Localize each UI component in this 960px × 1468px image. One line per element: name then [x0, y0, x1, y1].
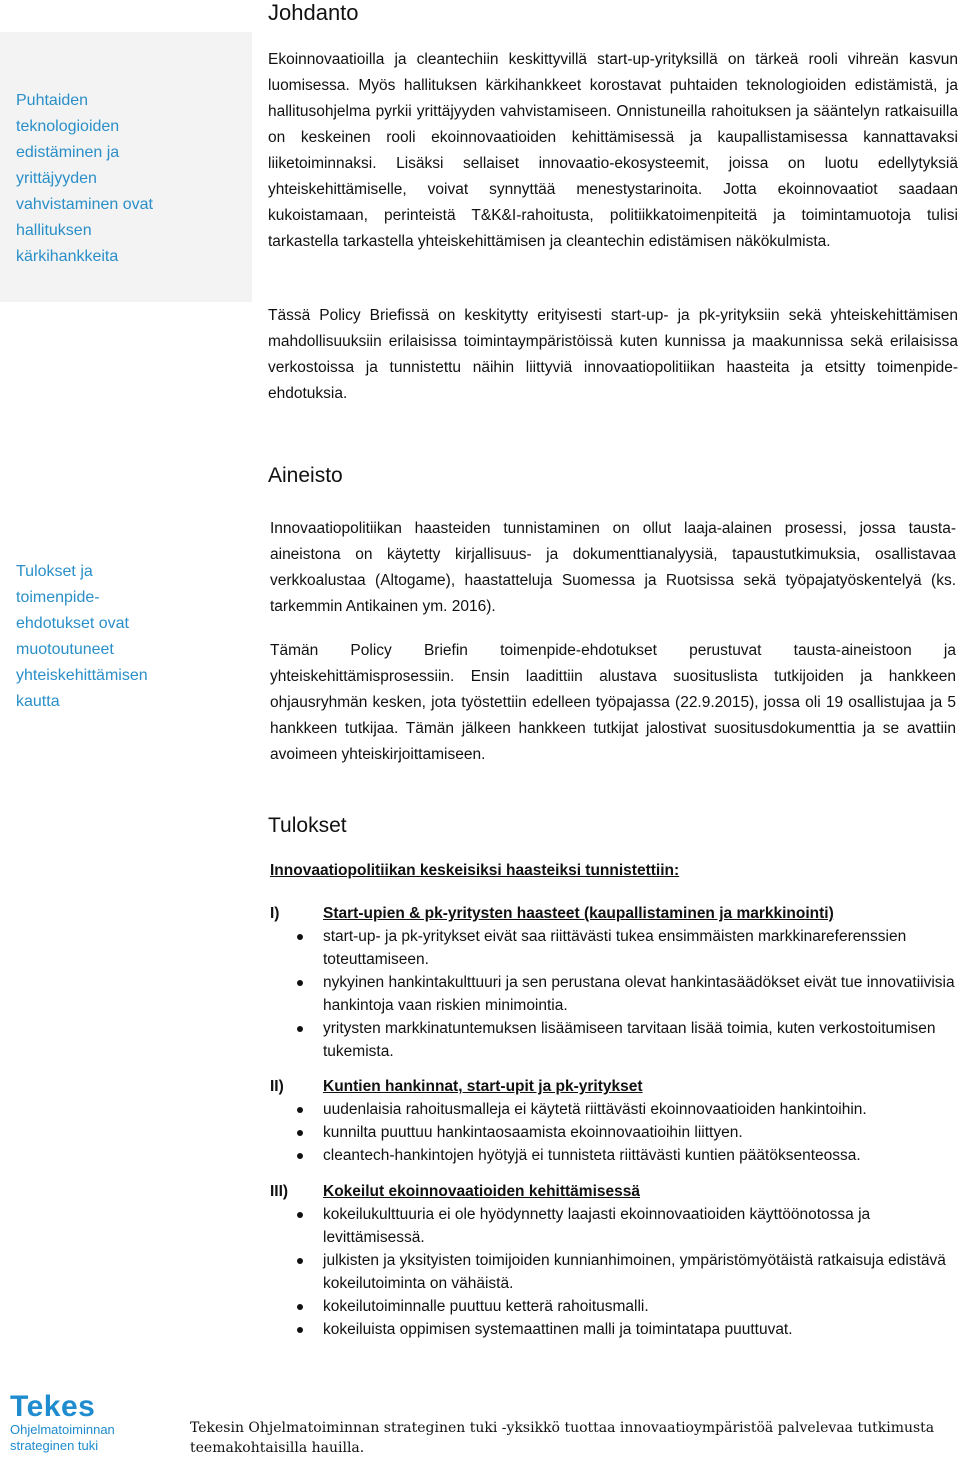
bullet-icon	[297, 1327, 303, 1333]
bullet-icon	[297, 1130, 303, 1136]
tekes-logo	[10, 1392, 150, 1454]
list-item: nykyinen hankintakulttuuri ja sen perustana olevat hankintasäädökset eivät tue innovatiivisia hankintoja vaan riskien minimointia.	[270, 971, 960, 1017]
list-item: yritysten markkinatuntemuksen lisäämiseen tarvitaan lisää toimia, kuten verkostoitumisen tukemista.	[270, 1017, 960, 1063]
intro-paragraph-1: Ekoinnovaatioilla ja cleantechiin keskittyvillä start-up-yrityksillä on tärkeä rooli vihreän kasvun luomisessa. Myös hallituksen kärkihankkeet korostavat puhtaiden teknologioiden edistämistä, ja hallitusohjelma pyrkii yrittäjyyden vahvistamiseen. Onnistuneilla rahoituksen ja sääntelyn ratkaisuilla on keskeinen rooli ekoinnovaatioiden kehittämisessä ja kaupallistamisessa kannattavaksi liiketoiminnaksi. Lisäksi sellaiset innovaatio-ekosysteemit, joissa on luotu edellytyksiä yhteiskehittämiselle, voivat synnyttää menestystarinoita. Jotta ekoinnovaatiot saadaan kukoistamaan, perinteistä T&K&I-rahoitusta, politiikkatoimenpiteitä ja toimintamuotoja tulisi tarkastella tarkastella yhteiskehittämisen ja cleantechin edistämisen näkökulmista.	[268, 51, 958, 250]
material-paragraph-2: Tämän Policy Briefin toimenpide-ehdotukset perustuvat tausta-aineistoon ja yhteiskehittämisprosessiin. Ensin laadittiin alustava suosituslista tutkijoiden ja hankkeen ohjausryhmän kesken, jota työstettiin edelleen työpajassa (22.9.2015), jossa oli 19 osallistujaa ja 5 hankkeen tutkijaa. Tämän jälkeen hankkeen tutkijat jalostivat suositusdokumenttia ja se avattiin avoimeen yhteiskirjoittamiseen.	[270, 642, 956, 763]
material-paragraph-1: Innovaatiopolitiikan haasteiden tunnistaminen on ollut laaja-alainen prosessi, jossa tausta-aineistona on käytetty kirjallisuus- ja dokumenttianalyysiä, tapaustutkimuksia, osallistavaa verkkoalustaa (Altogame), haastatteluja Suomessa ja Ruotsissa sekä työpajatyöskentelyä (ks. tarkemmin Antikainen ym. 2016).	[270, 520, 956, 615]
list-item: kokeilutoiminnalle puuttuu ketterä rahoitusmalli.	[270, 1295, 960, 1318]
bullet-icon	[297, 1258, 303, 1264]
results-subheading: Innovaatiopolitiikan keskeisiksi haasteiksi tunnistettiin:	[270, 862, 680, 879]
list-item: kunnilta puuttuu hankintaosaamista ekoinnovaatioihin liittyen.	[270, 1121, 960, 1144]
footer-description: Tekesin Ohjelmatoiminnan strateginen tuki -yksikkö tuottaa innovaatioympäristöä palvelevaa tutkimusta teemakohtaisilla hauilla.	[190, 1420, 935, 1456]
group-3-roman: III)	[270, 1183, 289, 1200]
top-band	[0, 0, 960, 32]
group-2-roman: II)	[270, 1078, 284, 1095]
bullet-icon	[297, 934, 303, 940]
group-2-title: Kuntien hankinnat, start-upit ja pk-yritykset	[323, 1078, 643, 1095]
challenge-group-1	[270, 902, 960, 1063]
intro-side-quote: Puhtaiden teknologioiden edistäminen ja yrittäjyyden vahvistaminen ovat hallituksen kärkihankkeita	[16, 92, 153, 265]
intro-heading: Johdanto	[268, 0, 359, 25]
material-side-quote: Tulokset ja toimenpide-ehdotukset ovat muotoutuneet yhteiskehittämisen kautta	[16, 563, 148, 710]
group-1-title: Start-upien & pk-yritysten haasteet (kaupallistaminen ja markkinointi)	[323, 905, 834, 922]
logo-subtitle-1: Ohjelmatoiminnan	[10, 1422, 115, 1437]
bullet-icon	[297, 1026, 303, 1032]
list-item: julkisten ja yksityisten toimijoiden kunnianhimoinen, ympäristömyötäistä ratkaisuja edistävä kokeilutoiminta on vähäistä.	[270, 1249, 960, 1295]
logo-subtitle-2: strateginen tuki	[10, 1438, 99, 1453]
list-item: kokeilukulttuuria ei ole hyödynnetty laajasti ekoinnovaatioiden käyttöönotossa ja levittämisessä.	[270, 1203, 960, 1249]
list-item: kokeiluista oppimisen systemaattinen malli ja toimintatapa puuttuvat.	[270, 1318, 960, 1341]
list-item: uudenlaisia rahoitusmalleja ei käytetä riittävästi ekoinnovaatioiden hankintoihin.	[270, 1098, 960, 1121]
material-heading: Aineisto	[268, 464, 343, 487]
bullet-icon	[297, 1153, 303, 1159]
intro-paragraph-2: Tässä Policy Briefissä on keskitytty erityisesti start-up- ja pk-yrityksiin sekä yhteiskehittämisen mahdollisuuksiin erilaisissa toimintaympäristöissä kuten kunnissa ja maakunnissa sekä erilaisissa verkostoissa ja tunnistettu näihin liittyviä innovaatiopolitiikan haasteita ja etsitty toimenpide-ehdotuksia.	[268, 307, 958, 402]
logo-wordmark: Tekes	[10, 1390, 96, 1423]
results-heading: Tulokset	[268, 814, 347, 837]
list-item: cleantech-hankintojen hyötyjä ei tunnisteta riittävästi kuntien päätöksenteossa.	[270, 1144, 960, 1167]
bullet-icon	[297, 1107, 303, 1113]
challenge-group-3	[270, 1180, 960, 1341]
group-3-title: Kokeilut ekoinnovaatioiden kehittämisessä	[323, 1183, 640, 1200]
bullet-icon	[297, 1304, 303, 1310]
challenge-group-2	[270, 1075, 960, 1167]
group-1-roman: I)	[270, 905, 280, 922]
list-item: start-up- ja pk-yritykset eivät saa riittävästi tukea ensimmäisten markkinareferenssien toteuttamiseen.	[270, 925, 960, 971]
bullet-icon	[297, 1212, 303, 1218]
bullet-icon	[297, 980, 303, 986]
